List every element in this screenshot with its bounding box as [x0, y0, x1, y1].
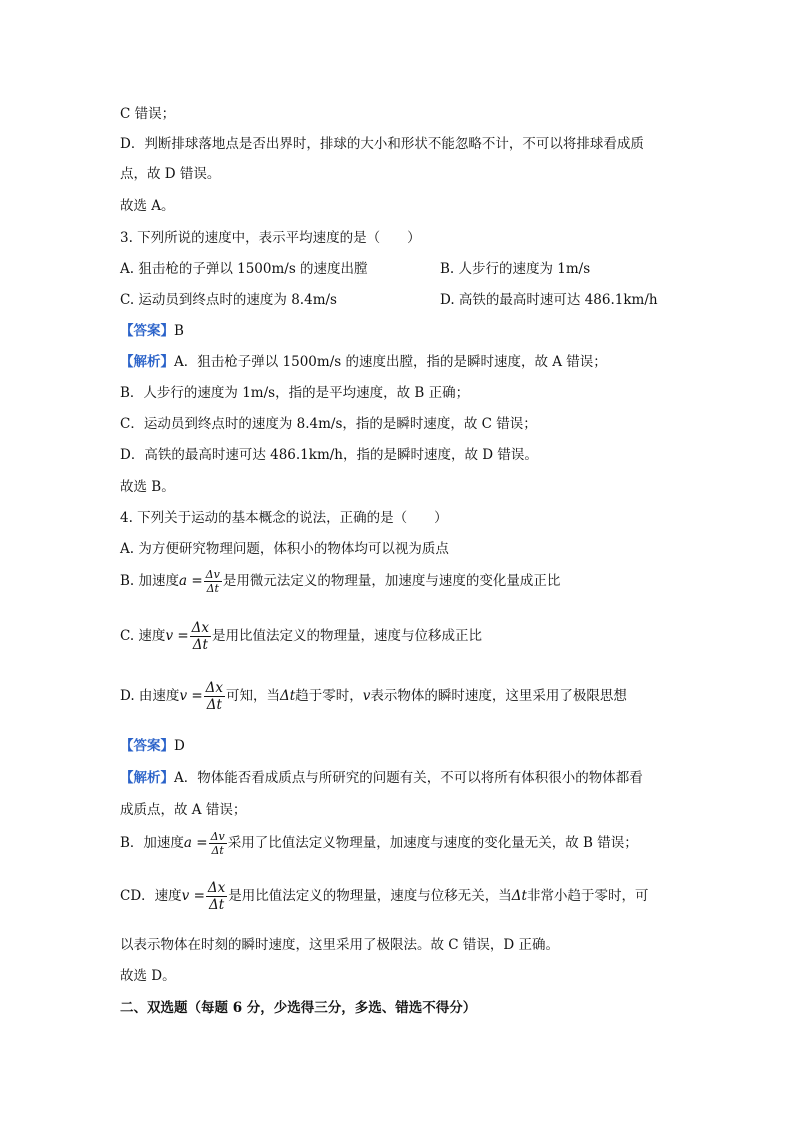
option-text: 是用微元法定义的物理量，加速度与速度的变化量成正比 [222, 573, 561, 589]
text-line: 以表示物体在时刻的瞬时速度，这里采用了极限法。故 C 错误，D 正确。 [120, 937, 560, 953]
answer-line [120, 736, 185, 756]
text-line: B．人步行的速度为 1m/s，指的是平均速度，故 B 正确； [120, 385, 470, 401]
analysis-text: A．狙击枪子弹以 1500m/s 的速度出膛，指的是瞬时速度，故 A 错误； [174, 354, 607, 370]
answer-value: B [174, 323, 184, 339]
answer-line [120, 321, 184, 341]
analysis-tag: 【解析】 [120, 354, 174, 370]
answer-value: D [174, 738, 185, 754]
formula-fraction [190, 620, 211, 653]
fraction-numerator: Δv [210, 830, 225, 843]
option-label: C. 速度 [120, 628, 166, 644]
question-4-stem: 4. 下列关于运动的基本概念的说法，正确的是（ ） [120, 510, 448, 526]
text-line: 故选 A。 [120, 198, 175, 214]
analysis-line [120, 768, 643, 788]
section-heading: 二、双选题（每题 6 分，少选得三分，多选、错选不得分） [120, 1000, 477, 1016]
formula-fraction [209, 830, 227, 857]
text-line: C．运动员到终点时的速度为 8.4m/s，指的是瞬时速度，故 C 错误； [120, 416, 537, 432]
fraction-denominator: Δt [206, 582, 219, 595]
option-a: A. 狙击枪的子弹以 1500m/s 的速度出膛 [120, 261, 368, 277]
option-c [120, 620, 482, 653]
option-c: C. 运动员到终点时的速度为 8.4m/s [120, 292, 337, 308]
formula-variable: a = [183, 835, 208, 851]
option-label: D. 由速度 [120, 688, 180, 704]
option-d: D. 高铁的最高时速可达 486.1km/h [440, 292, 658, 308]
formula-variable: v [362, 688, 371, 704]
formula-variable: v = [179, 688, 203, 704]
fraction-numerator: Δx [207, 880, 226, 896]
question-3-stem: 3. 下列所说的速度中，表示平均速度的是（ ） [120, 230, 421, 246]
text-line: 故选 B。 [120, 479, 175, 495]
option-b [120, 568, 560, 595]
text-line: D．判断排球落地点是否出界时，排球的大小和形状不能忽略不计，不可以将排球看成质 [120, 136, 644, 152]
fraction-numerator: Δx [191, 620, 210, 636]
option-b: B. 人步行的速度为 1m/s [440, 261, 591, 277]
question-3-options-row-1 [120, 259, 680, 279]
formula-variable: v = [165, 628, 189, 644]
fraction-denominator: Δt [206, 697, 222, 713]
text-line: 故选 D。 [120, 968, 176, 984]
question-3-options-row-2 [120, 290, 680, 310]
text-line: 点，故 D 错误。 [120, 166, 221, 182]
fraction-numerator: Δv [205, 568, 220, 581]
fraction-denominator: Δt [211, 844, 224, 857]
option-d [120, 680, 627, 713]
formula-variable: v = [181, 888, 205, 904]
fraction-numerator: Δx [205, 680, 224, 696]
formula-fraction [204, 680, 225, 713]
analysis-text: 采用了比值法定义物理量，加速度与速度的变化量无关，故 B 错误； [227, 835, 638, 851]
formula-variable: a = [179, 573, 203, 589]
analysis-line-cd [120, 880, 648, 913]
fraction-denominator: Δt [192, 637, 208, 653]
text-line: 成质点，故 A 错误； [120, 802, 247, 818]
formula-variable: Δt [511, 888, 527, 904]
analysis-text: A．物体能否看成质点与所研究的问题有关，不可以将所有体积很小的物体都看 [174, 770, 643, 786]
analysis-text: 非常小趋于零时，可 [526, 888, 649, 904]
option-label: B. 加速度 [120, 573, 180, 589]
formula-fraction [206, 880, 227, 913]
option-a: A. 为方便研究物理问题，体积小的物体均可以视为质点 [120, 541, 449, 557]
fraction-denominator: Δt [208, 897, 225, 913]
option-text: 趋于零时， [295, 688, 363, 704]
answer-tag: 【答案】 [120, 738, 174, 754]
analysis-text: CD．速度 [120, 888, 182, 904]
analysis-text: B．加速度 [120, 835, 184, 851]
formula-variable: Δt [280, 688, 296, 704]
analysis-line [120, 352, 607, 372]
option-text: 表示物体的瞬时速度，这里采用了极限思想 [370, 688, 627, 704]
analysis-tag: 【解析】 [120, 770, 174, 786]
answer-tag: 【答案】 [120, 323, 174, 339]
text-line: D．高铁的最高时速可达 486.1km/h，指的是瞬时速度，故 D 错误。 [120, 447, 538, 463]
option-text: 可知，当 [226, 688, 281, 704]
option-text: 是用比值法定义的物理量，速度与位移成正比 [212, 628, 483, 644]
analysis-line-b [120, 830, 638, 857]
analysis-text: 是用比值法定义的物理量，速度与位移无关，当 [228, 888, 512, 904]
text-line: C 错误； [120, 106, 176, 122]
formula-fraction [204, 568, 222, 595]
